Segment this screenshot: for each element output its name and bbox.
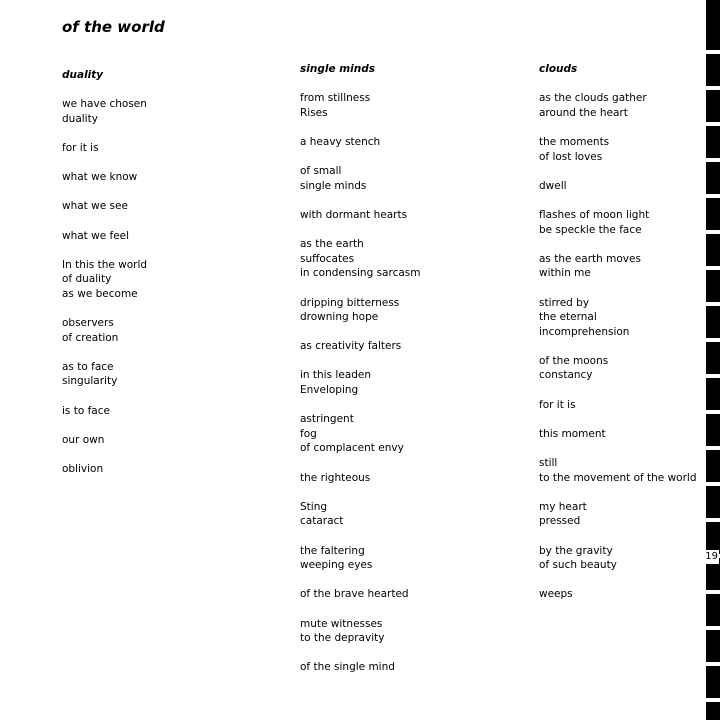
edge-tab-divider: [706, 230, 720, 234]
poem-line: as creativity falters: [300, 340, 402, 353]
poem-line: in this leaden: [300, 369, 371, 382]
poem-stanza: [300, 660, 530, 675]
poem-duality: [62, 68, 292, 491]
edge-tab-divider: [706, 698, 720, 702]
poem-line: to the movement of the world: [539, 471, 697, 484]
poem-line: my heart: [539, 500, 587, 513]
page-edge-tabs: [706, 0, 720, 720]
poem-stanza: [300, 135, 530, 150]
poem-stanza: [62, 141, 292, 156]
poem-line: from stillness: [300, 92, 371, 105]
poem-stanza: [300, 500, 530, 529]
poem-title: clouds: [539, 63, 578, 75]
poem-line: single minds: [300, 179, 367, 192]
page-title: of the world: [62, 18, 165, 36]
edge-tab-divider: [706, 518, 720, 522]
poem-line: the eternal: [539, 311, 597, 324]
poem-line: suffocates: [300, 252, 355, 265]
poem-line: of small: [300, 165, 342, 178]
poem-stanza: [300, 368, 530, 397]
poem-stanza: [539, 296, 720, 340]
poem-line: of creation: [62, 331, 119, 344]
poem-stanza: [539, 135, 720, 164]
poem-line: incomprehension: [539, 325, 630, 338]
poem-line: constancy: [539, 369, 593, 382]
poem-line: of the single mind: [300, 661, 395, 674]
poem-line: of the brave hearted: [300, 588, 409, 601]
poem-stanza: [539, 208, 720, 237]
poem-line: dwell: [539, 179, 567, 192]
poem-stanza: [300, 91, 530, 120]
edge-tab-divider: [706, 158, 720, 162]
poem-clouds: [539, 62, 720, 617]
poem-line: by the gravity: [539, 544, 613, 557]
poem-stanza: [539, 544, 720, 573]
page-number: 19: [705, 551, 718, 562]
poem-stanza: [62, 229, 292, 244]
poem-line: be speckle the face: [539, 223, 642, 236]
poem-line: as the clouds gather: [539, 92, 647, 105]
poem-stanza: [62, 316, 292, 345]
poem-line: within me: [539, 267, 591, 280]
poem-line: for it is: [539, 398, 576, 411]
poem-line: still: [539, 457, 558, 470]
poem-line: mute witnesses: [300, 617, 383, 630]
poem-line: Rises: [300, 106, 328, 119]
poem-line: Enveloping: [300, 384, 359, 397]
poem-line: to the depravity: [300, 632, 385, 645]
poem-stanza: [300, 237, 530, 281]
poem-line: for it is: [62, 141, 99, 154]
poem-stanza: [539, 427, 720, 442]
poem-line: as the earth moves: [539, 252, 641, 265]
poem-stanza: [300, 339, 530, 354]
poem-single-minds: [300, 62, 530, 690]
poem-line: of such beauty: [539, 559, 617, 572]
poem-line: observers: [62, 317, 114, 330]
poem-line: a heavy stench: [300, 135, 381, 148]
poem-line: singularity: [62, 375, 118, 388]
poem-line: oblivion: [62, 463, 104, 476]
poem-stanza: [62, 258, 292, 302]
poem-line: drowning hope: [300, 311, 379, 324]
poem-line: of the moons: [539, 354, 609, 367]
poem-line: with dormant hearts: [300, 208, 408, 221]
poem-line: fog: [300, 427, 317, 440]
poem-stanza: [300, 544, 530, 573]
poem-stanza: [539, 252, 720, 281]
poem-stanza: [300, 617, 530, 646]
edge-tab-divider: [706, 302, 720, 306]
poem-stanza: [62, 462, 292, 477]
edge-tab-divider: [706, 410, 720, 414]
edge-tab-divider: [706, 266, 720, 270]
poem-stanza: [300, 471, 530, 486]
poem-stanza: [539, 500, 720, 529]
poem-line: our own: [62, 433, 105, 446]
poem-line: as the earth: [300, 238, 364, 251]
edge-tab-divider: [706, 374, 720, 378]
edge-tab-divider: [706, 50, 720, 54]
poem-line: is to face: [62, 404, 110, 417]
poem-line: the righteous: [300, 471, 371, 484]
poem-line: what we see: [62, 200, 128, 213]
poem-stanza: [62, 199, 292, 214]
edge-tab-divider: [706, 446, 720, 450]
edge-tab-divider: [706, 122, 720, 126]
poem-stanza: [62, 404, 292, 419]
edge-tab-divider: [706, 662, 720, 666]
edge-tab-divider: [706, 626, 720, 630]
poem-line: Sting: [300, 500, 328, 513]
poem-line: weeps: [539, 588, 573, 601]
poem-stanza: [539, 354, 720, 383]
poem-line: pressed: [539, 515, 581, 528]
poem-line: of lost loves: [539, 150, 603, 163]
poem-stanza: [300, 587, 530, 602]
poem-stanza: [62, 360, 292, 389]
poem-stanza: [539, 587, 720, 602]
poem-line: we have chosen: [62, 98, 147, 111]
poem-line: astringent: [300, 413, 354, 426]
poem-stanza: [539, 91, 720, 120]
poem-line: of complacent envy: [300, 442, 404, 455]
poem-stanza: [539, 179, 720, 194]
edge-tab-divider: [706, 482, 720, 486]
poem-stanza: [539, 398, 720, 413]
edge-tab-divider: [706, 194, 720, 198]
poem-line: as we become: [62, 287, 138, 300]
poem-line: weeping eyes: [300, 559, 373, 572]
poem-line: of duality: [62, 273, 112, 286]
poem-line: the moments: [539, 135, 610, 148]
poem-line: duality: [62, 112, 98, 125]
poem-title: single minds: [300, 63, 375, 75]
poem-stanza: [300, 208, 530, 223]
edge-tab-divider: [706, 590, 720, 594]
poem-line: the faltering: [300, 544, 365, 557]
poem-stanza: [300, 412, 530, 456]
poem-line: in condensing sarcasm: [300, 267, 421, 280]
poem-line: In this the world: [62, 258, 148, 271]
edge-tab-divider: [706, 86, 720, 90]
poem-line: around the heart: [539, 106, 628, 119]
poem-line: dripping bitterness: [300, 296, 400, 309]
poem-stanza: [62, 97, 292, 126]
poem-line: stirred by: [539, 296, 590, 309]
poem-stanza: [62, 433, 292, 448]
poem-line: cataract: [300, 515, 344, 528]
poem-line: what we feel: [62, 229, 130, 242]
poem-stanza: [300, 164, 530, 193]
poem-line: this moment: [539, 427, 606, 440]
edge-tab-divider: [706, 338, 720, 342]
poem-stanza: [539, 456, 720, 485]
poem-stanza: [300, 296, 530, 325]
poem-line: what we know: [62, 171, 138, 184]
poem-line: as to face: [62, 360, 114, 373]
poem-line: flashes of moon light: [539, 208, 650, 221]
poem-title: duality: [62, 69, 104, 81]
poem-stanza: [62, 170, 292, 185]
